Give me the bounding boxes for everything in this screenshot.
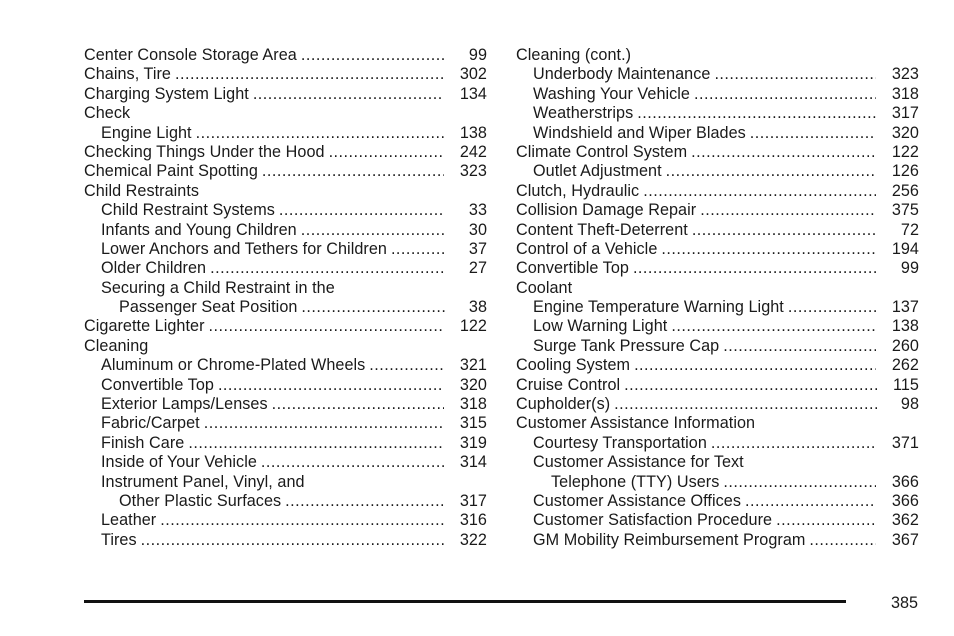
index-entry bbox=[516, 511, 919, 530]
index-entry bbox=[84, 356, 487, 375]
index-term: Other Plastic Surfaces bbox=[119, 491, 282, 510]
dot-leader bbox=[285, 492, 444, 511]
index-page-number: 260 bbox=[891, 336, 919, 355]
index-page-number: 33 bbox=[468, 201, 487, 220]
index-entry bbox=[516, 65, 919, 84]
dot-leader bbox=[633, 259, 877, 278]
dot-leader bbox=[637, 104, 876, 123]
index-entry bbox=[84, 201, 487, 220]
index-page-number: 362 bbox=[891, 511, 919, 530]
index-page-number: 320 bbox=[459, 375, 487, 394]
dot-leader bbox=[776, 511, 876, 530]
index-entry bbox=[84, 511, 487, 530]
index-term: Infants and Young Children bbox=[101, 220, 297, 239]
index-page-number: 194 bbox=[891, 239, 919, 258]
dot-leader bbox=[262, 162, 444, 181]
index-term: Surge Tank Pressure Cap bbox=[533, 336, 720, 355]
dot-leader bbox=[700, 201, 876, 220]
index-entry bbox=[84, 414, 487, 433]
index-term: Fabric/Carpet bbox=[101, 414, 200, 433]
index-page-number: 321 bbox=[459, 356, 487, 375]
index-term: GM Mobility Reimbursement Program bbox=[533, 530, 806, 549]
index-term: Securing a Child Restraint in the bbox=[101, 278, 335, 297]
index-entry bbox=[516, 240, 919, 259]
dot-leader bbox=[209, 317, 444, 336]
index-page-number: 323 bbox=[459, 162, 487, 181]
index-page-number: 319 bbox=[459, 433, 487, 452]
dot-leader bbox=[141, 531, 444, 550]
index-term: Older Children bbox=[101, 259, 207, 278]
index-entry bbox=[84, 182, 487, 201]
index-page-number: 318 bbox=[459, 395, 487, 414]
index-entry bbox=[516, 201, 919, 220]
index-term: Cruise Control bbox=[516, 375, 621, 394]
footer-rule bbox=[84, 600, 846, 603]
index-term: Cleaning bbox=[84, 336, 149, 355]
dot-leader bbox=[175, 65, 444, 84]
dot-leader bbox=[691, 143, 876, 162]
dot-leader bbox=[692, 221, 877, 240]
index-entry bbox=[516, 317, 919, 336]
index-entry bbox=[516, 279, 919, 298]
index-page-number: 366 bbox=[891, 472, 919, 491]
index-page-number: 115 bbox=[893, 375, 919, 394]
index-entry bbox=[84, 492, 487, 511]
dot-leader bbox=[210, 259, 445, 278]
index-term: Outlet Adjustment bbox=[533, 162, 662, 181]
index-page-number: 137 bbox=[891, 298, 919, 317]
index-term: Customer Assistance Offices bbox=[533, 491, 741, 510]
index-entry bbox=[516, 104, 919, 123]
index-entry bbox=[516, 376, 919, 395]
index-page-number: 323 bbox=[891, 65, 919, 84]
index-entry bbox=[516, 46, 919, 65]
index-entry bbox=[516, 124, 919, 143]
index-page-number: 262 bbox=[891, 356, 919, 375]
index-page-number: 371 bbox=[891, 433, 919, 452]
index-term: Charging System Light bbox=[84, 84, 249, 103]
index-entry bbox=[516, 182, 919, 201]
index-term: Customer Assistance Information bbox=[516, 414, 756, 433]
index-entry bbox=[516, 143, 919, 162]
dot-leader bbox=[788, 298, 876, 317]
index-page-number: 322 bbox=[459, 530, 487, 549]
dot-leader bbox=[745, 492, 876, 511]
index-page-number: 302 bbox=[459, 65, 487, 84]
index-entry bbox=[516, 414, 919, 433]
dot-leader bbox=[624, 376, 877, 395]
dot-leader bbox=[750, 124, 876, 143]
index-term: Engine Temperature Warning Light bbox=[533, 298, 784, 317]
index-term: Chains, Tire bbox=[84, 65, 171, 84]
index-term: Collision Damage Repair bbox=[516, 201, 697, 220]
dot-leader bbox=[666, 162, 876, 181]
dot-leader bbox=[809, 531, 875, 550]
index-entry bbox=[84, 279, 487, 298]
index-term: Tires bbox=[101, 530, 137, 549]
dot-leader bbox=[160, 511, 444, 530]
index-page-number: 72 bbox=[900, 220, 919, 239]
index-entry bbox=[84, 124, 487, 143]
index-term: Leather bbox=[101, 511, 157, 530]
index-page-number: 375 bbox=[891, 201, 919, 220]
index-entry bbox=[84, 240, 487, 259]
index-term: Coolant bbox=[516, 278, 573, 297]
index-term: Checking Things Under the Hood bbox=[84, 142, 325, 161]
index-term: Aluminum or Chrome-Plated Wheels bbox=[101, 356, 366, 375]
index-term: Climate Control System bbox=[516, 142, 688, 161]
index-entry bbox=[516, 434, 919, 453]
index-entry bbox=[84, 317, 487, 336]
index-term: Telephone (TTY) Users bbox=[551, 472, 720, 491]
dot-leader bbox=[204, 414, 444, 433]
dot-leader bbox=[694, 85, 876, 104]
index-term: Lower Anchors and Tethers for Children bbox=[101, 239, 387, 258]
dot-leader bbox=[671, 317, 876, 336]
index-entry bbox=[84, 337, 487, 356]
index-entry bbox=[84, 259, 487, 278]
index-page-number: 242 bbox=[459, 142, 487, 161]
dot-leader bbox=[329, 143, 444, 162]
index-term: Cupholder(s) bbox=[516, 395, 611, 414]
index-term: Finish Care bbox=[101, 433, 185, 452]
index-page-number: 122 bbox=[891, 142, 919, 161]
index-entry bbox=[84, 453, 487, 472]
index-term: Cigarette Lighter bbox=[84, 317, 205, 336]
index-entry bbox=[84, 531, 487, 550]
index-term: Control of a Vehicle bbox=[516, 239, 658, 258]
index-page-number: 317 bbox=[459, 491, 487, 510]
index-entry bbox=[84, 395, 487, 414]
index-term: Customer Assistance for Text bbox=[533, 453, 744, 472]
index-entry bbox=[516, 259, 919, 278]
index-entry bbox=[84, 104, 487, 123]
index-entry bbox=[516, 356, 919, 375]
index-entry bbox=[516, 298, 919, 317]
index-page-number: 366 bbox=[891, 491, 919, 510]
dot-leader bbox=[391, 240, 445, 259]
index-page-number: 126 bbox=[891, 162, 919, 181]
index-page-number: 315 bbox=[459, 414, 487, 433]
index-entry bbox=[84, 65, 487, 84]
dot-leader bbox=[261, 453, 444, 472]
index-entry bbox=[516, 492, 919, 511]
index-term: Underbody Maintenance bbox=[533, 65, 711, 84]
dot-leader bbox=[301, 46, 445, 65]
index-term: Cleaning (cont.) bbox=[516, 46, 632, 64]
index-entry bbox=[84, 85, 487, 104]
index-page-number: 256 bbox=[891, 181, 919, 200]
index-page-number: 314 bbox=[459, 453, 487, 472]
dot-leader bbox=[369, 356, 444, 375]
dot-leader bbox=[301, 298, 445, 317]
dot-leader bbox=[643, 182, 876, 201]
index-term: Exterior Lamps/Lenses bbox=[101, 395, 268, 414]
index-term: Child Restraints bbox=[84, 181, 200, 200]
index-entry bbox=[84, 221, 487, 240]
index-column-left bbox=[84, 46, 487, 550]
index-page-number: 30 bbox=[468, 220, 487, 239]
index-page-number: 316 bbox=[459, 511, 487, 530]
index-entry bbox=[84, 473, 487, 492]
index-term: Content Theft-Deterrent bbox=[516, 220, 688, 239]
index-term: Passenger Seat Position bbox=[119, 298, 298, 317]
dot-leader bbox=[634, 356, 876, 375]
index-page-number: 317 bbox=[891, 104, 919, 123]
index-term: Instrument Panel, Vinyl, and bbox=[101, 472, 305, 491]
index-entry bbox=[516, 531, 919, 550]
dot-leader bbox=[253, 85, 444, 104]
index-term: Chemical Paint Spotting bbox=[84, 162, 258, 181]
index-page-number: 134 bbox=[459, 84, 487, 103]
index-term: Washing Your Vehicle bbox=[533, 84, 690, 103]
dot-leader bbox=[723, 337, 876, 356]
index-term: Convertible Top bbox=[101, 375, 214, 394]
dot-leader bbox=[279, 201, 445, 220]
dot-leader bbox=[714, 65, 875, 84]
dot-leader bbox=[218, 376, 444, 395]
index-entry bbox=[84, 143, 487, 162]
dot-leader bbox=[272, 395, 444, 414]
index-page-number: 27 bbox=[468, 259, 487, 278]
index-term: Engine Light bbox=[101, 123, 192, 142]
index-entry bbox=[84, 46, 487, 65]
index-term: Check bbox=[84, 104, 131, 123]
index-term: Center Console Storage Area bbox=[84, 46, 297, 64]
dot-leader bbox=[661, 240, 875, 259]
index-page-number: 367 bbox=[891, 530, 919, 549]
dot-leader bbox=[301, 221, 445, 240]
index-entry bbox=[516, 473, 919, 492]
index-entry bbox=[516, 162, 919, 181]
index-term: Clutch, Hydraulic bbox=[516, 181, 640, 200]
index-page-number: 320 bbox=[891, 123, 919, 142]
index-entry bbox=[516, 221, 919, 240]
index-page-number: 99 bbox=[468, 46, 487, 64]
index-entry bbox=[84, 162, 487, 181]
dot-leader bbox=[188, 434, 444, 453]
index-term: Courtesy Transportation bbox=[533, 433, 707, 452]
index-page-number: 318 bbox=[891, 84, 919, 103]
index-page-number: 99 bbox=[900, 259, 919, 278]
index-page-number: 37 bbox=[468, 239, 487, 258]
index-page-number: 38 bbox=[468, 298, 487, 317]
index-page-number: 138 bbox=[891, 317, 919, 336]
index-term: Customer Satisfaction Procedure bbox=[533, 511, 773, 530]
dot-leader bbox=[723, 473, 875, 492]
index-entry bbox=[84, 376, 487, 395]
index-entry bbox=[516, 395, 919, 414]
index-page-number: 98 bbox=[900, 395, 919, 414]
index-page-number: 138 bbox=[459, 123, 487, 142]
index-entry bbox=[84, 298, 487, 317]
index-entry bbox=[516, 337, 919, 356]
index-term: Low Warning Light bbox=[533, 317, 668, 336]
index-entry bbox=[516, 85, 919, 104]
index-entry bbox=[516, 453, 919, 472]
dot-leader bbox=[614, 395, 877, 414]
index-term: Convertible Top bbox=[516, 259, 629, 278]
index-term: Child Restraint Systems bbox=[101, 201, 275, 220]
index-term: Windshield and Wiper Blades bbox=[533, 123, 746, 142]
index-column-right bbox=[516, 46, 919, 550]
page-number: 385 bbox=[890, 594, 918, 612]
index-term: Inside of Your Vehicle bbox=[101, 453, 257, 472]
index-term: Cooling System bbox=[516, 356, 631, 375]
dot-leader bbox=[711, 434, 876, 453]
dot-leader bbox=[196, 124, 444, 143]
index-page-number: 122 bbox=[459, 317, 487, 336]
index-term: Weatherstrips bbox=[533, 104, 634, 123]
index-entry bbox=[84, 434, 487, 453]
